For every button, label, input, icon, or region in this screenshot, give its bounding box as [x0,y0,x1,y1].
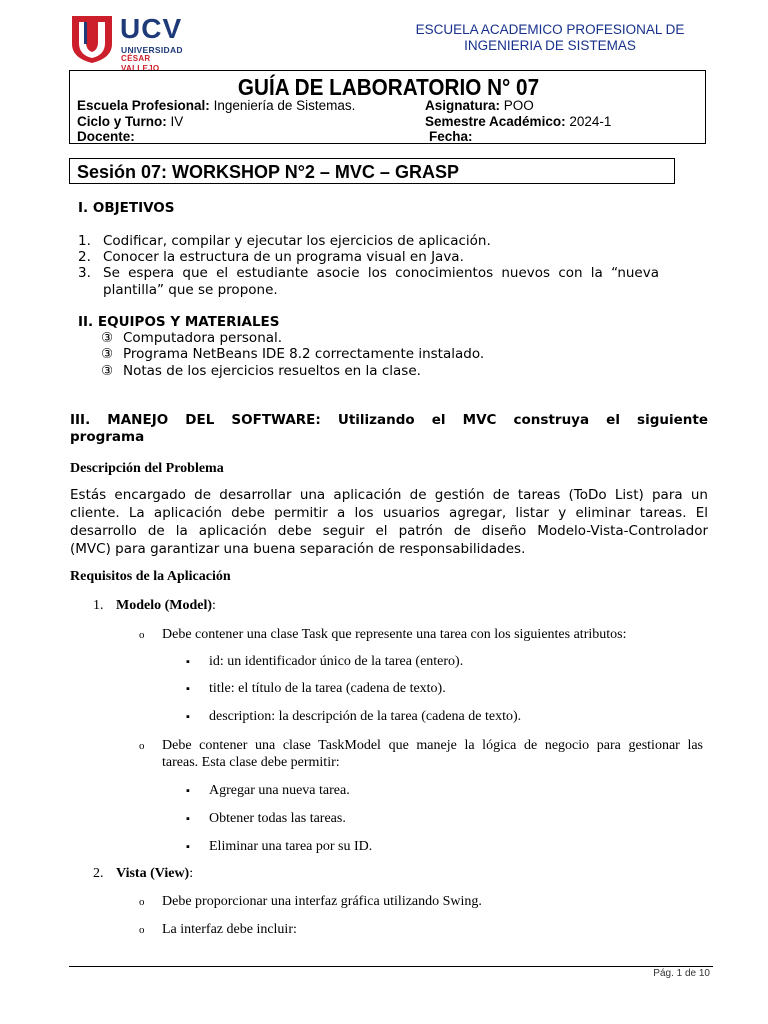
school-heading-line-1: ESCUELA ACADEMICO PROFESIONAL DE [415,22,685,37]
guide-header-box [69,70,706,144]
circled-three-icon: ③ [101,346,114,362]
objective-number: 2. [78,249,91,265]
circled-three-icon: ③ [101,363,114,379]
logo-subtitle-2: CÉSAR VALLEJO [121,54,160,73]
task-attr-text: description: la descripción de la tarea (cadena de texto). [209,709,522,724]
logo-subtitle-1: UNIVERSIDAD [121,45,183,55]
problem-line: cliente. La aplicación debe permitir a los usuarios agregar, listar y eliminar tareas. El [70,505,708,521]
taskmodel-op-item [186,838,373,856]
school-field [77,98,355,114]
view-item [93,865,194,882]
view-title-wrap [116,865,193,882]
circle-bullet-icon: o [139,896,145,908]
view-colon: : [189,866,194,881]
objective-text: Conocer la estructura de un programa visual en Java. [103,249,464,265]
cycle-label: Ciclo y Turno: [77,114,167,129]
taskmodel-text: Debe contener una clase TaskModel que maneje la lógica de negocio para gestionar las [162,738,703,753]
circle-bullet-icon: o [139,924,145,936]
taskmodel-op-item [186,810,346,828]
view-sub-text: La interfaz debe incluir: [162,922,297,937]
view-title: Vista (View) [116,866,190,881]
problem-line: desarrollo de la aplicación debe seguir el patrón de diseño Modelo-Vista-Controlador [70,523,708,539]
task-attr-item [186,680,446,698]
task-class-text: Debe contener una clase Task que represente una tarea con los siguientes atributos: [162,627,627,642]
objective-item [78,265,91,282]
objective-number: 1. [78,233,91,249]
requirements-heading: Requisitos de la Aplicación [70,569,231,584]
page-number: Pág. 1 de 10 [653,968,710,979]
taskmodel-op-text: Eliminar una tarea por su ID. [209,839,373,854]
taskmodel-item [139,737,145,755]
taskmodel-text-continuation: tareas. Esta clase debe permitir: [162,755,340,770]
semester-value: 2024-1 [569,114,612,129]
model-number: 1. [93,598,104,613]
date-field [429,129,473,145]
subject-value: POO [503,98,534,113]
footer-divider [69,966,713,967]
cycle-field [77,114,183,130]
equipment-text: Notas de los ejercicios resueltos en la clase. [123,363,421,379]
model-title: Modelo (Model) [116,598,213,613]
school-heading [400,22,700,54]
square-bullet-icon: ▪ [186,841,190,853]
session-box [69,158,675,184]
task-attr-text: id: un identificador único de la tarea (entero). [209,654,464,669]
school-value: Ingeniería de Sistemas. [213,98,356,113]
objectives-heading: I. OBJETIVOS [78,200,175,216]
subject-label: Asignatura: [425,98,501,113]
view-sub-item [139,921,297,939]
view-sub-item [139,893,482,911]
equipment-text: Computadora personal. [123,330,283,346]
taskmodel-op-text: Obtener todas las tareas. [209,811,346,826]
software-heading-continuation: programa [70,429,145,445]
view-sub-text: Debe proporcionar una interfaz gráfica utilizando Swing. [162,894,482,909]
task-attr-item [186,653,464,671]
teacher-field [77,129,135,145]
software-heading: III. MANEJO DEL SOFTWARE: Utilizando el MVC construya el siguiente [70,412,708,428]
equipment-heading: II. EQUIPOS Y MATERIALES [78,314,280,330]
circled-three-icon: ③ [101,330,114,346]
subject-field [425,98,534,114]
model-title-wrap [116,597,216,614]
equipment-item [101,363,421,380]
circle-bullet-icon: o [139,629,145,641]
problem-line: (MVC) para garantizar una buena separación de responsabilidades. [70,541,526,557]
date-label: Fecha: [429,129,473,144]
model-colon: : [212,598,216,613]
guide-title: GUÍA DE LABORATORIO N° 07 [237,74,540,100]
square-bullet-icon: ▪ [186,813,190,825]
school-heading-line-2: INGENIERIA DE SISTEMAS [464,38,636,53]
logo-text: UCV [120,13,183,44]
taskmodel-op-text: Agregar una nueva tarea. [209,783,350,798]
semester-label: Semestre Académico: [425,114,566,129]
square-bullet-icon: ▪ [186,785,190,797]
objective-item [78,249,464,266]
equipment-item [101,330,283,347]
task-class-item [139,626,627,644]
equipment-text: Programa NetBeans IDE 8.2 correctamente instalado. [123,346,485,362]
problem-heading: Descripción del Problema [70,461,224,476]
task-attr-item [186,708,522,726]
ucv-logo [70,13,186,73]
session-title: Sesión 07: WORKSHOP N°2 – MVC – GRASP [77,162,459,182]
square-bullet-icon: ▪ [186,656,190,668]
objective-text: Codificar, compilar y ejecutar los ejercicios de aplicación. [103,233,491,249]
view-number: 2. [93,866,104,881]
objective-text: Se espera que el estudiante asocie los conocimientos nuevos con la “nueva [103,265,659,281]
equipment-item [101,346,485,363]
objective-number: 3. [78,265,91,281]
semester-field [425,114,611,130]
school-label: Escuela Profesional: [77,98,210,113]
ucv-shield-icon [70,14,114,64]
objective-text-continuation: plantilla” que se propone. [103,282,278,298]
taskmodel-op-item [186,782,350,800]
cycle-value: IV [170,114,184,129]
problem-line: Estás encargado de desarrollar una aplicación de gestión de tareas (ToDo List) para un [70,487,708,503]
model-item [93,597,216,614]
circle-bullet-icon: o [139,740,145,752]
square-bullet-icon: ▪ [186,683,190,695]
teacher-label: Docente: [77,129,135,144]
objective-item [78,233,491,250]
task-attr-text: title: el título de la tarea (cadena de texto). [209,681,446,696]
square-bullet-icon: ▪ [186,711,190,723]
